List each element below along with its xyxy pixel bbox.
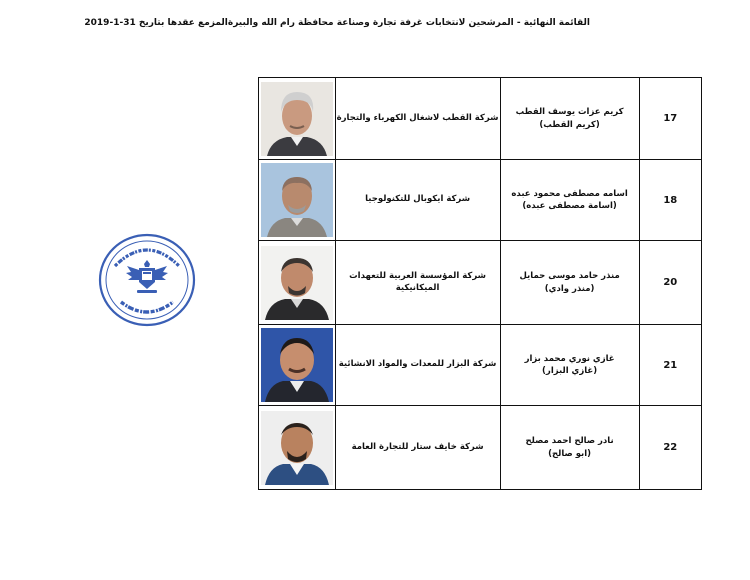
portrait-photo — [261, 246, 333, 320]
name-cell — [500, 78, 639, 160]
name-cell — [500, 406, 639, 490]
candidate-nickname: (منذر وادي) — [544, 283, 595, 294]
company-cell: شركة خايف ستار للتجارة العامة — [335, 406, 500, 490]
portrait-photo — [261, 411, 333, 485]
candidate-nickname: (اسامة مصطفى عبده) — [522, 201, 617, 211]
candidate-name: كريم عزات يوسف القطب — [515, 107, 624, 118]
candidate-name: منذر حامد موسى حمايل — [519, 271, 620, 282]
candidate-nickname: (غازي البزار) — [542, 366, 598, 376]
candidate-number: 21 — [639, 325, 701, 406]
name-cell — [500, 160, 639, 241]
table-row — [259, 406, 702, 490]
table-row — [259, 325, 702, 406]
candidate-number: 18 — [639, 160, 701, 241]
company-cell: شركة القطب لاشغال الكهرباء والتجارة — [335, 78, 500, 160]
company-cell: شركة المؤسسة العربية للتعهدات الميكانيكية — [335, 241, 500, 325]
official-stamp — [97, 232, 197, 328]
portrait-photo — [261, 82, 333, 156]
portrait-photo — [261, 163, 333, 237]
photo-cell — [259, 241, 336, 325]
candidate-name: نادر صالح احمد مصلح — [525, 436, 614, 447]
table-row — [259, 160, 702, 241]
table-row — [259, 78, 702, 160]
candidate-name: اسامه مصطفى محمود عبده — [511, 188, 628, 199]
candidate-nickname: (ابو صالح) — [548, 448, 592, 459]
photo-cell — [259, 325, 336, 406]
name-cell — [500, 325, 639, 406]
candidate-nickname: (كريم القطب) — [539, 119, 600, 130]
page-title: القائمة النهائية - المرشحين لانتخابات غرفة تجارة وصناعة محافظة رام الله والبيرةالمزمع عقدها بتاريخ 31-1-2019 — [84, 18, 590, 28]
company-cell: شركة ايكوبال للتكنولوجيا — [335, 160, 500, 241]
photo-cell — [259, 160, 336, 241]
table-row — [259, 241, 702, 325]
portrait-photo — [261, 328, 333, 402]
candidates-table — [258, 77, 702, 490]
candidate-number: 17 — [639, 78, 701, 160]
photo-cell — [259, 406, 336, 490]
photo-cell — [259, 78, 336, 160]
candidate-name: غازي نوري محمد بزار — [524, 353, 615, 364]
candidate-number: 20 — [639, 241, 701, 325]
name-cell — [500, 241, 639, 325]
candidate-number: 22 — [639, 406, 701, 490]
company-cell: شركة البزار للمعدات والمواد الانشائية — [335, 325, 500, 406]
